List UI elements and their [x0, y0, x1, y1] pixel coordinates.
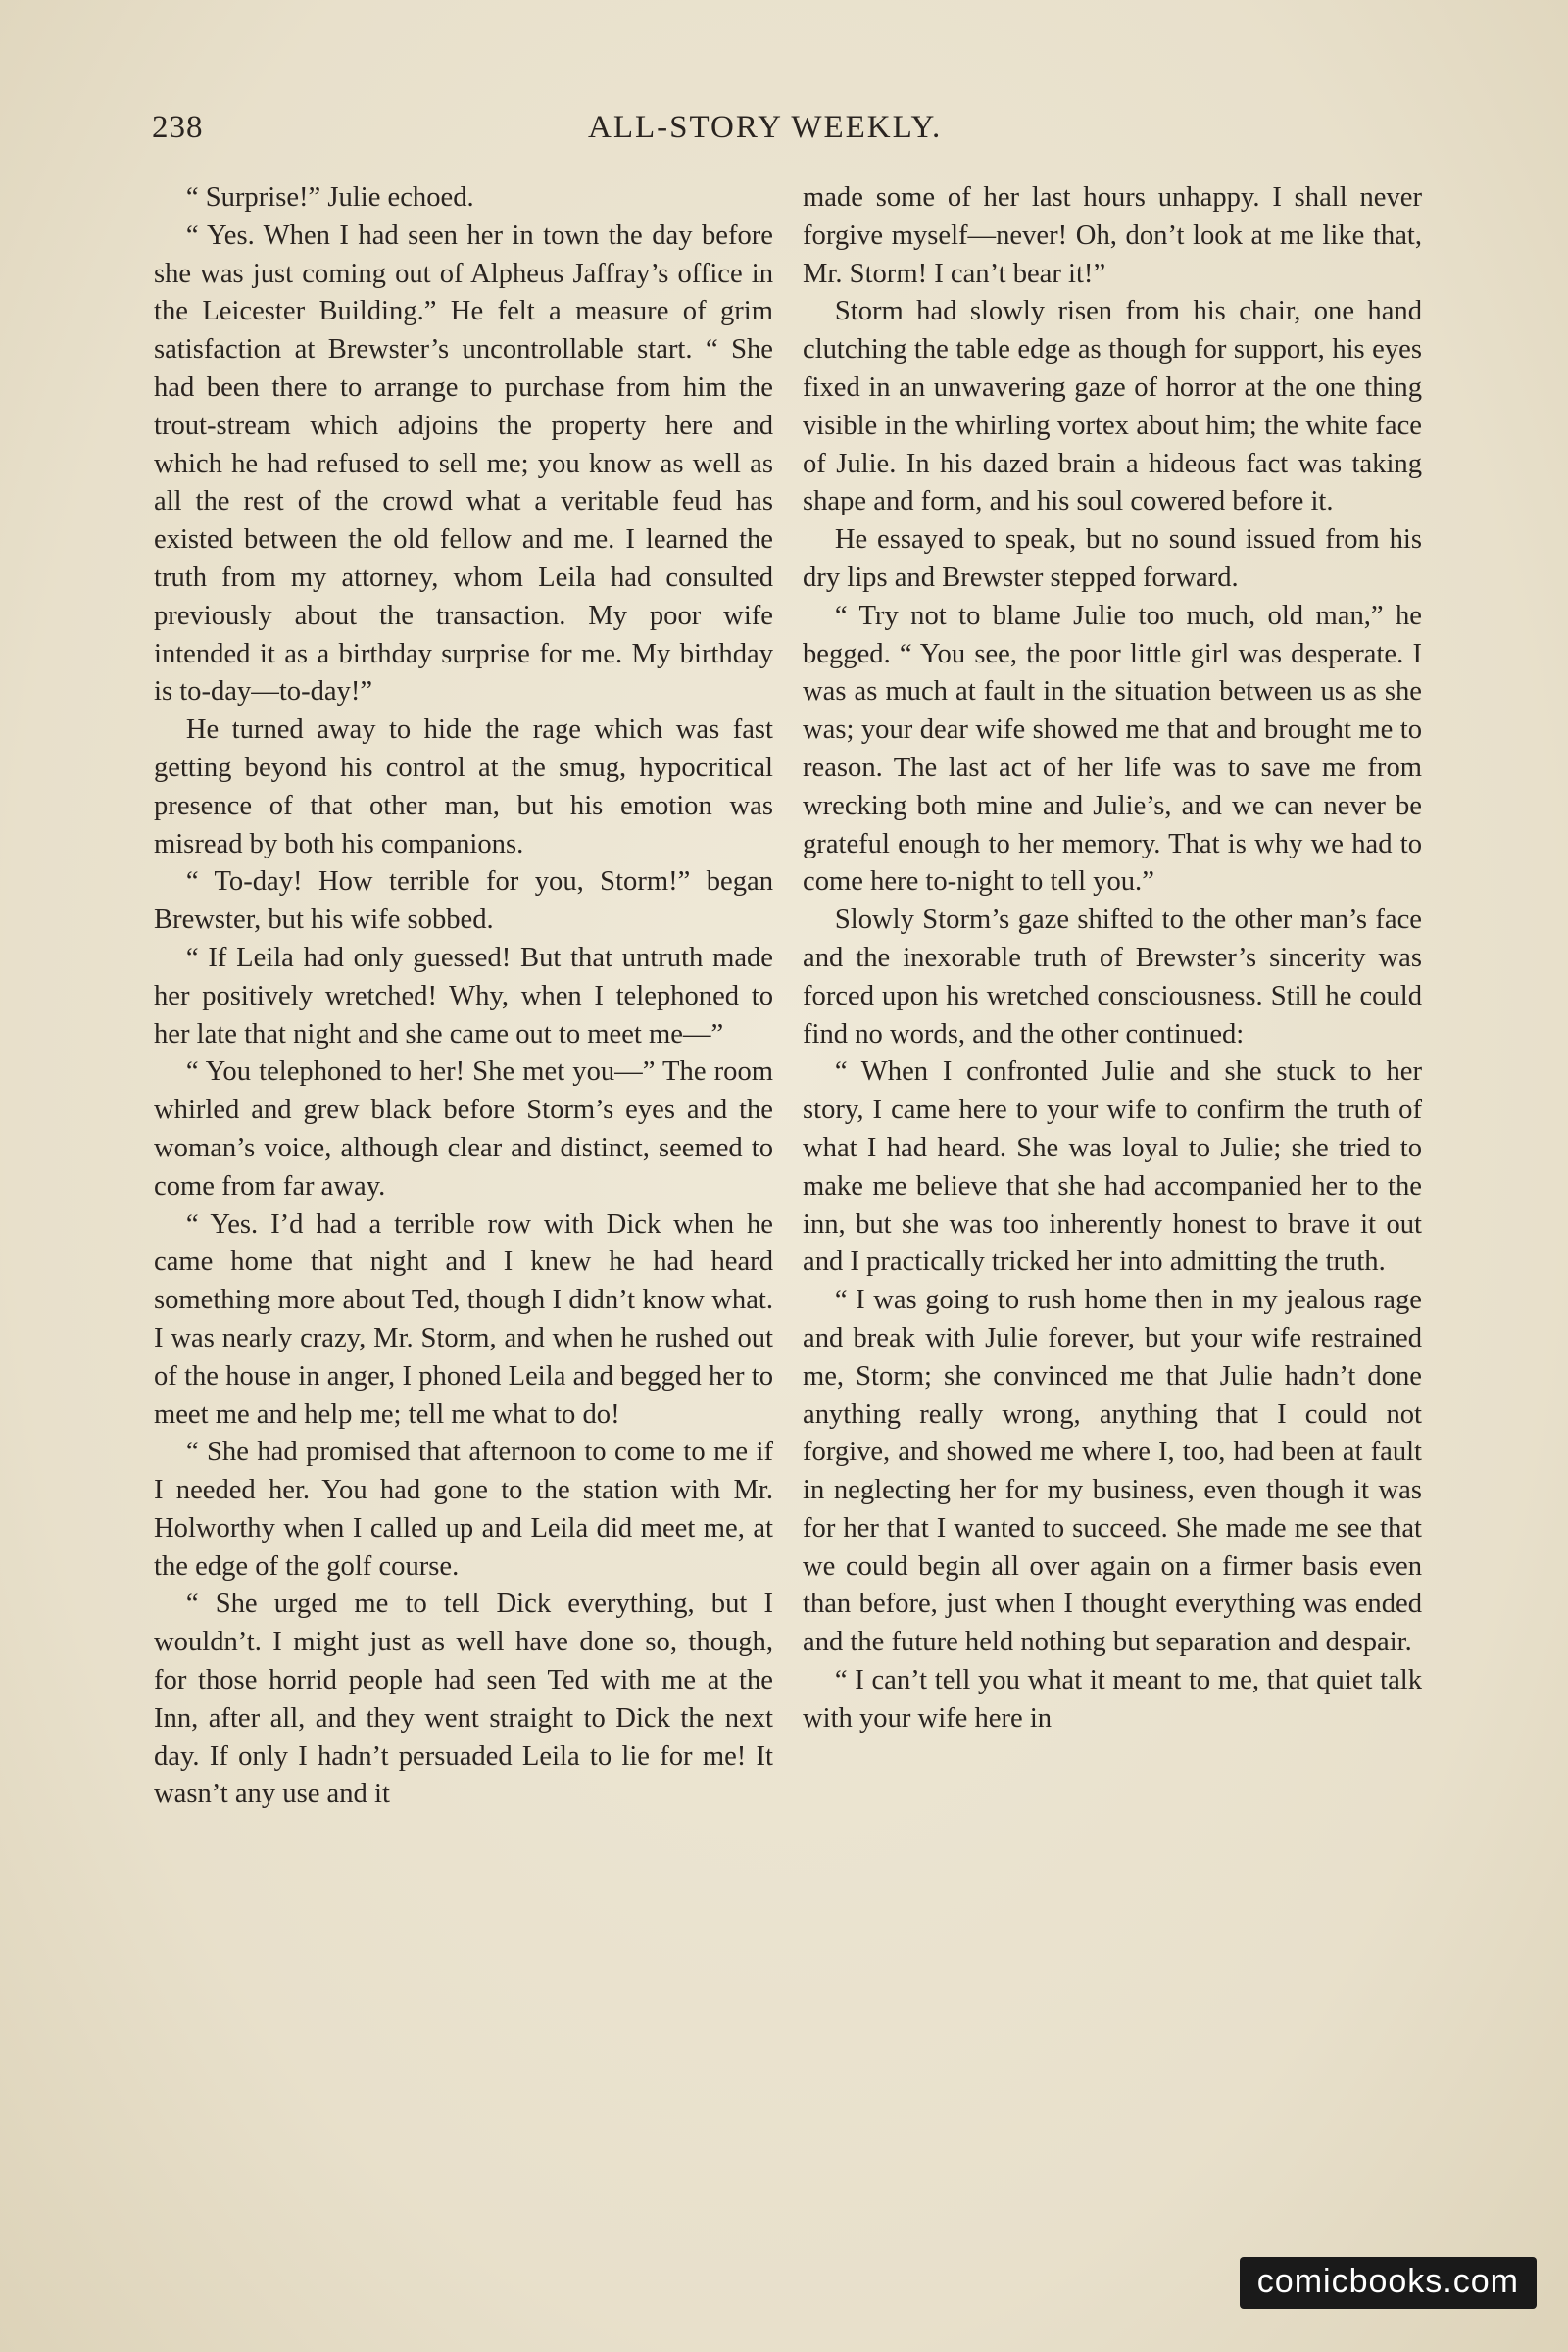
paragraph-continued: made some of her last hours unhappy. I shall never forgive myself—never! Oh, don’t look at me like that, Mr. Storm! I can’t bear it!” — [803, 182, 1422, 289]
paragraph: “ Surprise!” Julie echoed. — [185, 182, 474, 213]
left-column — [154, 179, 773, 1814]
paragraph: “ Yes. When I had seen her in town the day before she was just coming out of Alpheus Jaffray’s office in the Leicester Building.” He felt a measure of grim satisfaction at Brewster’s uncontrollable start. “ She had been there to arrange to purchase from him the trout-stream which adjoins the property here and which he had refused to sell me; you know as well as all the rest of the crowd what a veritable feud has existed between the old fellow and me. I learned the truth from my attorney, whom Leila had consulted previously about the transaction. My poor wife intended it as a birthday surprise for me. My birthday is to-day—to-day!” — [154, 220, 773, 708]
paragraph: “ Yes. I’d had a terrible row with Dick when he came home that night and I knew he had heard something more about Ted, though I didn’t know what. I was nearly crazy, Mr. Storm, and when he rushed out of the house in anger, I phoned Leila and begged her to meet me and help me; tell me what to do! — [154, 1208, 773, 1430]
paragraph: Slowly Storm’s gaze shifted to the other man’s face and the inexorable truth of Brewster’s sincerity was forced upon his wretched consciousness. Still he could find no words, and the other continued: — [803, 905, 1422, 1050]
paragraph: “ To-day! How terrible for you, Storm!” began Brewster, but his wife sobbed. — [154, 866, 773, 936]
running-head: ALL-STORY WEEKLY. — [588, 110, 943, 145]
paragraph: “ She had promised that afternoon to come to me if I needed her. You had gone to the station with Mr. Holworthy when I called up and Leila did meet me, at the edge of the golf course. — [154, 1437, 773, 1582]
page-header — [152, 110, 1426, 159]
paragraph: “ If Leila had only guessed! But that untruth made her positively wretched! Why, when I telephoned to her late that night and she came out to meet me—” — [154, 942, 773, 1050]
paragraph: He turned away to hide the rage which was fast getting beyond his control at the smug, hypocritical presence of that other man, but his emotion was misread by both his companions. — [154, 714, 773, 859]
watermark-badge: comicbooks.com — [1240, 2257, 1537, 2309]
paragraph: “ I was going to rush home then in my jealous rage and break with Julie forever, but your wife restrained me, Storm; she convinced me that Julie hadn’t done anything really wrong, anything that I could not forgive, and showed me where I, too, had been at fault in neglecting her for my business, even though it was for her that I wanted to succeed. She made me see that we could begin all over again on a firmer basis even than before, just when I thought everything was ended and the future held nothing but separation and despair. — [803, 1285, 1422, 1658]
paragraph: He essayed to speak, but no sound issued from his dry lips and Brewster stepped forward. — [803, 524, 1422, 593]
paragraph: “ You telephoned to her! She met you—” The room whirled and grew black before Storm’s eyes and the woman’s voice, although clear and distinct, seemed to come from far away. — [154, 1056, 773, 1201]
paragraph: Storm had slowly risen from his chair, one hand clutching the table edge as though for support, his eyes fixed in an unwavering gaze of horror at the one thing visible in the whirling vortex about him; the white face of Julie. In his dazed brain a hideous fact was taking shape and form, and his soul cowered before it. — [803, 296, 1422, 517]
page-number: 238 — [152, 110, 204, 145]
paragraph: “ Try not to blame Julie too much, old man,” he begged. “ You see, the poor little girl was desperate. I was as much at fault in the situation between us as she was; your dear wife showed me that and brought me to reason. The last act of her life was to save me from wrecking both mine and Julie’s, and we can never be grateful enough to her memory. That is why we had to come here to-night to tell you.” — [803, 600, 1422, 898]
paragraph: “ I can’t tell you what it meant to me, that quiet talk with your wife here in — [803, 1665, 1422, 1734]
paragraph: “ When I confronted Julie and she stuck to her story, I came here to your wife to confirm the truth of what I had heard. She was loyal to Julie; she tried to make me believe that she had accompanied her to the inn, but she was too inherently honest to brave it out and I practically tricked her into admitting the truth. — [803, 1056, 1422, 1278]
paragraph: “ She urged me to tell Dick everything, but I wouldn’t. I might just as well have done so, though, for those horrid people had seen Ted with me at the Inn, after all, and they went straight to Dick the next day. If only I hadn’t persuaded Leila to lie for me! It wasn’t any use and it — [154, 1589, 773, 1810]
right-column — [803, 179, 1422, 1739]
